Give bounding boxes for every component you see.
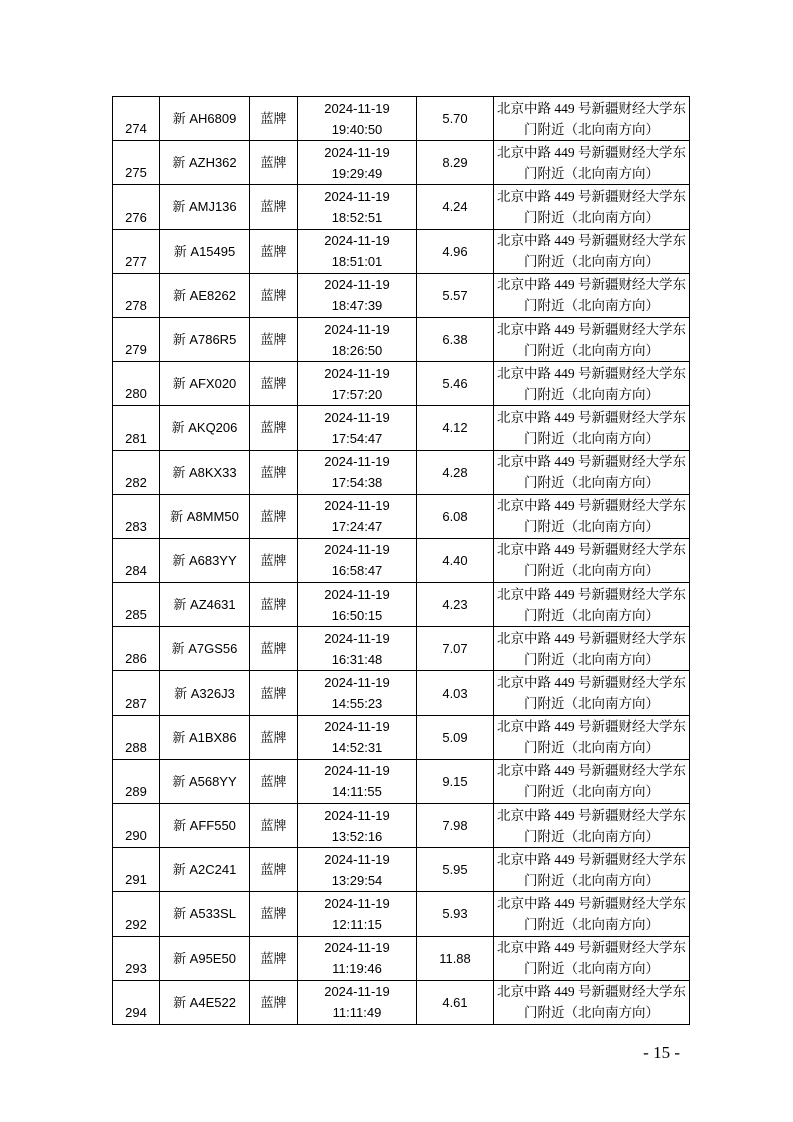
table-row: [113, 97, 690, 141]
value-cell: 5.93: [417, 892, 494, 936]
location-line-2: 门附近（北向南方向）: [524, 430, 659, 446]
plate-number-cell: 新 A8MM50: [160, 494, 250, 538]
value-cell: 11.88: [417, 936, 494, 980]
location-line-1: 北京中路 449 号新疆财经大学东: [497, 409, 686, 425]
location-line-2: 门附近（北向南方向）: [524, 298, 659, 314]
record-number-cell: 279: [113, 317, 160, 361]
plate-number-cell: 新 A2C241: [160, 848, 250, 892]
location-line-2: 门附近（北向南方向）: [524, 916, 659, 932]
location-cell: [494, 671, 690, 715]
location-line-2: 门附近（北向南方向）: [524, 563, 659, 579]
value-cell: 4.24: [417, 185, 494, 229]
date-text: 2024-11-19: [324, 409, 390, 425]
plate-number-cell: 新 A95E50: [160, 936, 250, 980]
location-cell: [494, 804, 690, 848]
plate-type-cell: 蓝牌: [250, 229, 298, 273]
location-cell: [494, 450, 690, 494]
value-cell: 4.96: [417, 229, 494, 273]
location-line-1: 北京中路 449 号新疆财经大学东: [497, 807, 686, 823]
record-number-cell: 283: [113, 494, 160, 538]
plate-type-cell: 蓝牌: [250, 583, 298, 627]
plate-number-cell: 新 A7GS56: [160, 627, 250, 671]
location-line-1: 北京中路 449 号新疆财经大学东: [497, 321, 686, 337]
datetime-cell: [298, 494, 417, 538]
time-text: 18:47:39: [331, 298, 383, 314]
time-text: 12:11:15: [332, 916, 382, 932]
location-line-1: 北京中路 449 号新疆财经大学东: [497, 586, 686, 602]
date-text: 2024-11-19: [324, 321, 390, 337]
table-row: [113, 494, 690, 538]
value-cell: 5.95: [417, 848, 494, 892]
value-cell: 5.46: [417, 362, 494, 406]
plate-number-cell: 新 A786R5: [160, 317, 250, 361]
location-cell: [494, 980, 690, 1024]
plate-number-cell: 新 AZ4631: [160, 583, 250, 627]
record-number-cell: 274: [113, 97, 160, 141]
location-line-1: 北京中路 449 号新疆财经大学东: [497, 542, 686, 558]
table-row: [113, 229, 690, 273]
datetime-cell: [298, 141, 417, 185]
date-text: 2024-11-19: [324, 144, 390, 160]
datetime-cell: [298, 317, 417, 361]
date-text: 2024-11-19: [324, 940, 390, 956]
record-number-cell: 294: [113, 980, 160, 1024]
record-number-cell: 280: [113, 362, 160, 406]
table-row: [113, 362, 690, 406]
location-line-2: 门附近（北向南方向）: [524, 961, 659, 977]
location-cell: [494, 141, 690, 185]
plate-type-cell: 蓝牌: [250, 406, 298, 450]
location-line-1: 北京中路 449 号新疆财经大学东: [497, 675, 686, 691]
datetime-cell: [298, 406, 417, 450]
location-line-2: 门附近（北向南方向）: [524, 607, 659, 623]
datetime-cell: [298, 273, 417, 317]
table-row: [113, 317, 690, 361]
plate-number-cell: 新 AFX020: [160, 362, 250, 406]
time-text: 11:11:49: [332, 1005, 382, 1021]
location-line-1: 北京中路 449 号新疆财经大学东: [497, 233, 686, 249]
value-cell: 6.38: [417, 317, 494, 361]
time-text: 17:24:47: [331, 519, 383, 535]
plate-type-cell: 蓝牌: [250, 97, 298, 141]
location-line-2: 门附近（北向南方向）: [524, 342, 659, 358]
location-line-2: 门附近（北向南方向）: [524, 872, 659, 888]
plate-number-cell: 新 A15495: [160, 229, 250, 273]
date-text: 2024-11-19: [324, 277, 390, 293]
date-text: 2024-11-19: [324, 719, 390, 735]
location-cell: [494, 97, 690, 141]
date-text: 2024-11-19: [324, 675, 390, 691]
plate-number-cell: 新 AH6809: [160, 97, 250, 141]
plate-number-cell: 新 AKQ206: [160, 406, 250, 450]
value-cell: 4.12: [417, 406, 494, 450]
table-row: [113, 759, 690, 803]
table-row: [113, 185, 690, 229]
plate-number-cell: 新 A568YY: [160, 759, 250, 803]
location-line-2: 门附近（北向南方向）: [524, 696, 659, 712]
value-cell: 4.03: [417, 671, 494, 715]
plate-number-cell: 新 AFF550: [160, 804, 250, 848]
time-text: 16:58:47: [331, 563, 383, 579]
value-cell: 4.40: [417, 538, 494, 582]
location-line-2: 门附近（北向南方向）: [524, 740, 659, 756]
location-line-2: 门附近（北向南方向）: [524, 651, 659, 667]
location-cell: [494, 848, 690, 892]
location-line-1: 北京中路 449 号新疆财经大学东: [497, 498, 686, 514]
time-text: 13:52:16: [331, 828, 383, 844]
location-line-1: 北京中路 449 号新疆财经大学东: [497, 630, 686, 646]
location-line-1: 北京中路 449 号新疆财经大学东: [497, 188, 686, 204]
location-line-2: 门附近（北向南方向）: [524, 475, 659, 491]
plate-number-cell: 新 A326J3: [160, 671, 250, 715]
time-text: 16:50:15: [331, 607, 383, 623]
record-number-cell: 282: [113, 450, 160, 494]
plate-number-cell: 新 A683YY: [160, 538, 250, 582]
time-text: 11:19:46: [332, 961, 382, 977]
location-line-2: 门附近（北向南方向）: [524, 165, 659, 181]
location-line-1: 北京中路 449 号新疆财经大学东: [497, 100, 686, 116]
location-line-1: 北京中路 449 号新疆财经大学东: [497, 851, 686, 867]
datetime-cell: [298, 804, 417, 848]
location-line-2: 门附近（北向南方向）: [524, 386, 659, 402]
location-line-1: 北京中路 449 号新疆财经大学东: [497, 940, 686, 956]
time-text: 13:29:54: [331, 872, 383, 888]
plate-type-cell: 蓝牌: [250, 317, 298, 361]
datetime-cell: [298, 229, 417, 273]
location-line-1: 北京中路 449 号新疆财经大学东: [497, 763, 686, 779]
location-line-1: 北京中路 449 号新疆财经大学东: [497, 454, 686, 470]
plate-type-cell: 蓝牌: [250, 273, 298, 317]
table-row: [113, 627, 690, 671]
location-cell: [494, 759, 690, 803]
location-line-1: 北京中路 449 号新疆财经大学东: [497, 144, 686, 160]
record-number-cell: 275: [113, 141, 160, 185]
location-cell: [494, 317, 690, 361]
plate-number-cell: 新 A4E522: [160, 980, 250, 1024]
record-number-cell: 293: [113, 936, 160, 980]
datetime-cell: [298, 538, 417, 582]
time-text: 19:29:49: [331, 165, 383, 181]
date-text: 2024-11-19: [324, 454, 390, 470]
datetime-cell: [298, 450, 417, 494]
time-text: 14:55:23: [331, 696, 383, 712]
location-line-2: 门附近（北向南方向）: [524, 519, 659, 535]
date-text: 2024-11-19: [324, 763, 390, 779]
datetime-cell: [298, 715, 417, 759]
date-text: 2024-11-19: [324, 630, 390, 646]
page-number-text: - 15 -: [643, 1043, 680, 1062]
plate-number-cell: 新 A8KX33: [160, 450, 250, 494]
date-text: 2024-11-19: [324, 542, 390, 558]
location-line-1: 北京中路 449 号新疆财经大学东: [497, 719, 686, 735]
record-number-cell: 278: [113, 273, 160, 317]
date-text: 2024-11-19: [324, 188, 390, 204]
plate-type-cell: 蓝牌: [250, 671, 298, 715]
date-text: 2024-11-19: [324, 851, 390, 867]
location-line-2: 门附近（北向南方向）: [524, 209, 659, 225]
record-number-cell: 286: [113, 627, 160, 671]
plate-type-cell: 蓝牌: [250, 450, 298, 494]
location-line-2: 门附近（北向南方向）: [524, 121, 659, 137]
location-line-1: 北京中路 449 号新疆财经大学东: [497, 365, 686, 381]
plate-type-cell: 蓝牌: [250, 627, 298, 671]
value-cell: 6.08: [417, 494, 494, 538]
location-line-2: 门附近（北向南方向）: [524, 784, 659, 800]
location-cell: [494, 494, 690, 538]
time-text: 17:54:47: [331, 430, 383, 446]
table-row: [113, 406, 690, 450]
location-line-1: 北京中路 449 号新疆财经大学东: [497, 895, 686, 911]
location-cell: [494, 715, 690, 759]
time-text: 18:26:50: [331, 342, 383, 358]
date-text: 2024-11-19: [324, 365, 390, 381]
plate-type-cell: 蓝牌: [250, 804, 298, 848]
location-cell: [494, 229, 690, 273]
record-number-cell: 289: [113, 759, 160, 803]
date-text: 2024-11-19: [324, 498, 390, 514]
time-text: 14:11:55: [332, 784, 382, 800]
datetime-cell: [298, 980, 417, 1024]
location-cell: [494, 185, 690, 229]
table-row: [113, 848, 690, 892]
plate-type-cell: 蓝牌: [250, 538, 298, 582]
datetime-cell: [298, 759, 417, 803]
time-text: 16:31:48: [331, 651, 383, 667]
plate-type-cell: 蓝牌: [250, 185, 298, 229]
time-text: 17:54:38: [331, 475, 383, 491]
location-cell: [494, 627, 690, 671]
value-cell: 5.70: [417, 97, 494, 141]
table-row: [113, 936, 690, 980]
plate-type-cell: 蓝牌: [250, 892, 298, 936]
datetime-cell: [298, 936, 417, 980]
datetime-cell: [298, 97, 417, 141]
table-body: [113, 97, 690, 1025]
location-cell: [494, 273, 690, 317]
value-cell: 5.57: [417, 273, 494, 317]
plate-type-cell: 蓝牌: [250, 980, 298, 1024]
location-line-1: 北京中路 449 号新疆财经大学东: [497, 277, 686, 293]
value-cell: 8.29: [417, 141, 494, 185]
plate-number-cell: 新 A533SL: [160, 892, 250, 936]
table-row: [113, 141, 690, 185]
time-text: 18:51:01: [331, 254, 383, 270]
record-number-cell: 292: [113, 892, 160, 936]
location-cell: [494, 583, 690, 627]
value-cell: 5.09: [417, 715, 494, 759]
location-cell: [494, 892, 690, 936]
datetime-cell: [298, 627, 417, 671]
table-row: [113, 450, 690, 494]
record-number-cell: 277: [113, 229, 160, 273]
record-number-cell: 287: [113, 671, 160, 715]
value-cell: 7.07: [417, 627, 494, 671]
time-text: 17:57:20: [331, 386, 383, 402]
location-line-2: 门附近（北向南方向）: [524, 1005, 659, 1021]
time-text: 14:52:31: [331, 740, 383, 756]
table-row: [113, 671, 690, 715]
location-line-1: 北京中路 449 号新疆财经大学东: [497, 984, 686, 1000]
time-text: 19:40:50: [331, 121, 383, 137]
plate-number-cell: 新 AE8262: [160, 273, 250, 317]
location-cell: [494, 362, 690, 406]
datetime-cell: [298, 583, 417, 627]
datetime-cell: [298, 848, 417, 892]
plate-number-cell: 新 AZH362: [160, 141, 250, 185]
violation-records-table: [112, 96, 690, 1025]
table-row: [113, 892, 690, 936]
plate-type-cell: 蓝牌: [250, 141, 298, 185]
table-row: [113, 273, 690, 317]
location-cell: [494, 406, 690, 450]
value-cell: 7.98: [417, 804, 494, 848]
record-number-cell: 288: [113, 715, 160, 759]
date-text: 2024-11-19: [324, 984, 390, 1000]
record-number-cell: 290: [113, 804, 160, 848]
table-row: [113, 980, 690, 1024]
table-row: [113, 804, 690, 848]
datetime-cell: [298, 185, 417, 229]
datetime-cell: [298, 892, 417, 936]
datetime-cell: [298, 362, 417, 406]
location-cell: [494, 936, 690, 980]
value-cell: 4.28: [417, 450, 494, 494]
location-cell: [494, 538, 690, 582]
plate-type-cell: 蓝牌: [250, 759, 298, 803]
value-cell: 4.61: [417, 980, 494, 1024]
plate-type-cell: 蓝牌: [250, 494, 298, 538]
value-cell: 4.23: [417, 583, 494, 627]
date-text: 2024-11-19: [324, 586, 390, 602]
value-cell: 9.15: [417, 759, 494, 803]
record-number-cell: 284: [113, 538, 160, 582]
table-row: [113, 538, 690, 582]
record-number-cell: 276: [113, 185, 160, 229]
plate-number-cell: 新 A1BX86: [160, 715, 250, 759]
table-row: [113, 583, 690, 627]
plate-number-cell: 新 AMJ136: [160, 185, 250, 229]
plate-type-cell: 蓝牌: [250, 848, 298, 892]
time-text: 18:52:51: [331, 209, 383, 225]
date-text: 2024-11-19: [324, 233, 390, 249]
date-text: 2024-11-19: [324, 807, 390, 823]
location-line-2: 门附近（北向南方向）: [524, 828, 659, 844]
record-number-cell: 281: [113, 406, 160, 450]
date-text: 2024-11-19: [324, 100, 390, 116]
record-number-cell: 285: [113, 583, 160, 627]
plate-type-cell: 蓝牌: [250, 362, 298, 406]
record-number-cell: 291: [113, 848, 160, 892]
location-line-2: 门附近（北向南方向）: [524, 254, 659, 270]
table-row: [113, 715, 690, 759]
plate-type-cell: 蓝牌: [250, 715, 298, 759]
date-text: 2024-11-19: [324, 895, 390, 911]
plate-type-cell: 蓝牌: [250, 936, 298, 980]
datetime-cell: [298, 671, 417, 715]
